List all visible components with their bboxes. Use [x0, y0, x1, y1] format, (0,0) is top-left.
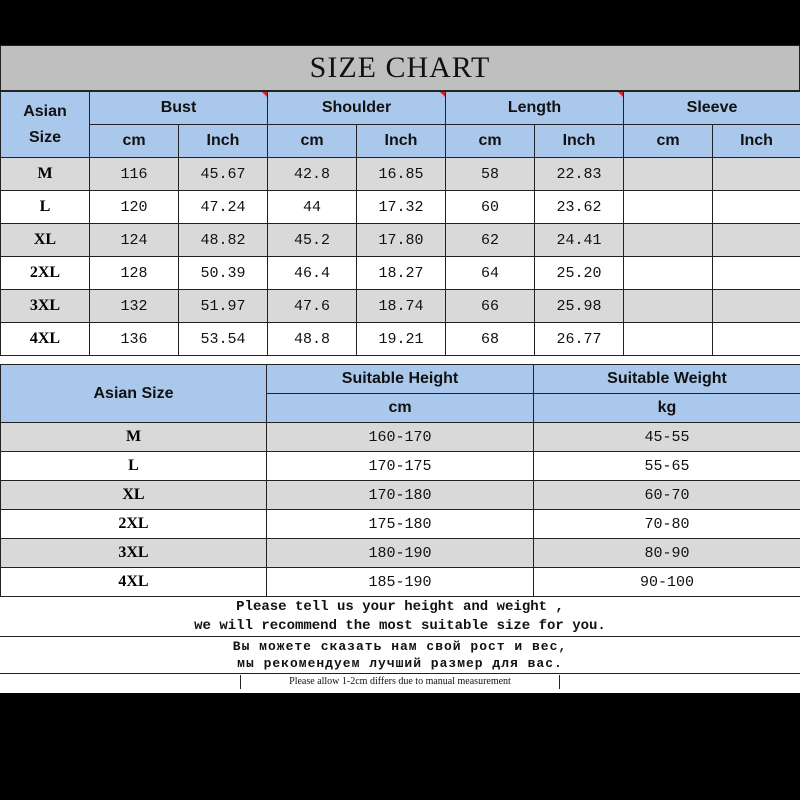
asian-size-header: Asian Size — [1, 365, 267, 423]
length-inch-cell: 26.77 — [535, 323, 624, 356]
length-cm-cell: 68 — [446, 323, 535, 356]
table-row — [1, 568, 800, 597]
length-inch-header: Inch — [535, 125, 624, 158]
length-inch-cell: 25.98 — [535, 290, 624, 323]
height-cell: 170-180 — [267, 481, 534, 510]
weight-cell: 45-55 — [534, 423, 800, 452]
length-cm-cell: 58 — [446, 158, 535, 191]
size-cell: 2XL — [1, 510, 267, 539]
size-cell: 2XL — [1, 257, 90, 290]
russian-note-line1: Вы можете сказать нам свой рост и вес, — [232, 639, 568, 654]
bust-cm-cell: 124 — [90, 224, 179, 257]
shoulder-cm-header: cm — [268, 125, 357, 158]
russian-note — [0, 638, 800, 672]
table-row — [1, 510, 800, 539]
height-cell: 185-190 — [267, 568, 534, 597]
size-cell: M — [1, 158, 90, 191]
size-cell: XL — [1, 224, 90, 257]
size-cell: 4XL — [1, 568, 267, 597]
weight-cell: 60-70 — [534, 481, 800, 510]
sleeve-inch-cell — [713, 158, 800, 191]
shoulder-inch-cell: 19.21 — [357, 323, 446, 356]
height-unit-header: cm — [267, 394, 534, 423]
shoulder-inch-cell: 18.27 — [357, 257, 446, 290]
measurement-table — [0, 91, 800, 356]
sleeve-inch-cell — [713, 191, 800, 224]
bust-cm-cell: 132 — [90, 290, 179, 323]
shoulder-inch-header: Inch — [357, 125, 446, 158]
table-row — [1, 539, 800, 568]
length-inch-cell: 23.62 — [535, 191, 624, 224]
english-note-line1: Please tell us your height and weight , — [236, 599, 564, 615]
size-cell: 4XL — [1, 323, 90, 356]
height-cell: 170-175 — [267, 452, 534, 481]
sleeve-cm-cell — [624, 323, 713, 356]
shoulder-header: Shoulder — [268, 92, 446, 125]
russian-note-line2: мы рекомендуем лучший размер для вас. — [237, 656, 563, 671]
bust-cm-cell: 116 — [90, 158, 179, 191]
shoulder-inch-cell: 16.85 — [357, 158, 446, 191]
length-inch-cell: 22.83 — [535, 158, 624, 191]
length-cm-header: cm — [446, 125, 535, 158]
weight-cell: 80-90 — [534, 539, 800, 568]
weight-unit-header: kg — [534, 394, 800, 423]
table-row — [1, 257, 800, 290]
sleeve-inch-header: Inch — [713, 125, 800, 158]
bust-inch-cell: 50.39 — [179, 257, 268, 290]
fit-table — [0, 364, 800, 597]
english-note — [0, 598, 800, 636]
table-row — [1, 158, 800, 191]
shoulder-inch-cell: 18.74 — [357, 290, 446, 323]
table-row — [1, 423, 800, 452]
length-inch-cell: 25.20 — [535, 257, 624, 290]
bust-inch-cell: 48.82 — [179, 224, 268, 257]
size-cell: M — [1, 423, 267, 452]
size-cell: XL — [1, 481, 267, 510]
shoulder-inch-cell: 17.80 — [357, 224, 446, 257]
length-cm-cell: 64 — [446, 257, 535, 290]
table-row — [1, 323, 800, 356]
disclaimer-note: Please allow 1-2cm differs due to manual measurement — [289, 676, 511, 687]
height-cell: 180-190 — [267, 539, 534, 568]
length-inch-cell: 24.41 — [535, 224, 624, 257]
english-note-line2: we will recommend the most suitable size for you. — [194, 618, 606, 634]
bust-cm-cell: 128 — [90, 257, 179, 290]
shoulder-cm-cell: 44 — [268, 191, 357, 224]
bust-inch-cell: 53.54 — [179, 323, 268, 356]
sleeve-header: Sleeve — [624, 92, 800, 125]
shoulder-cm-cell: 46.4 — [268, 257, 357, 290]
table-row — [1, 191, 800, 224]
weight-cell: 70-80 — [534, 510, 800, 539]
shoulder-cm-cell: 47.6 — [268, 290, 357, 323]
suitable-height-header: Suitable Height — [267, 365, 534, 394]
sleeve-inch-cell — [713, 257, 800, 290]
bust-cm-cell: 136 — [90, 323, 179, 356]
size-cell: L — [1, 191, 90, 224]
bust-inch-cell: 45.67 — [179, 158, 268, 191]
bust-inch-header: Inch — [179, 125, 268, 158]
size-chart-sheet — [0, 45, 800, 693]
size-cell: L — [1, 452, 267, 481]
asian-size-header — [1, 92, 90, 158]
asian-size-header-line2: Size — [28, 128, 61, 146]
bust-inch-cell: 51.97 — [179, 290, 268, 323]
chart-title: SIZE CHART — [0, 45, 800, 91]
suitable-weight-header: Suitable Weight — [534, 365, 800, 394]
asian-size-header-line1: Asian — [23, 102, 67, 120]
table-row — [1, 224, 800, 257]
sleeve-cm-cell — [624, 191, 713, 224]
length-cm-cell: 62 — [446, 224, 535, 257]
bust-inch-cell: 47.24 — [179, 191, 268, 224]
length-cm-cell: 66 — [446, 290, 535, 323]
size-cell: 3XL — [1, 290, 90, 323]
table-row — [1, 290, 800, 323]
table-row — [1, 452, 800, 481]
height-cell: 160-170 — [267, 423, 534, 452]
shoulder-cm-cell: 48.8 — [268, 323, 357, 356]
bust-header: Bust — [90, 92, 268, 125]
shoulder-cm-cell: 45.2 — [268, 224, 357, 257]
sleeve-inch-cell — [713, 224, 800, 257]
shoulder-cm-cell: 42.8 — [268, 158, 357, 191]
sleeve-cm-header: cm — [624, 125, 713, 158]
table-row — [1, 481, 800, 510]
shoulder-inch-cell: 17.32 — [357, 191, 446, 224]
length-header: Length — [446, 92, 624, 125]
weight-cell: 55-65 — [534, 452, 800, 481]
sleeve-cm-cell — [624, 290, 713, 323]
size-cell: 3XL — [1, 539, 267, 568]
sleeve-cm-cell — [624, 224, 713, 257]
weight-cell: 90-100 — [534, 568, 800, 597]
height-cell: 175-180 — [267, 510, 534, 539]
sleeve-cm-cell — [624, 257, 713, 290]
sleeve-inch-cell — [713, 323, 800, 356]
sleeve-cm-cell — [624, 158, 713, 191]
length-cm-cell: 60 — [446, 191, 535, 224]
bust-cm-cell: 120 — [90, 191, 179, 224]
bust-cm-header: cm — [90, 125, 179, 158]
sleeve-inch-cell — [713, 290, 800, 323]
